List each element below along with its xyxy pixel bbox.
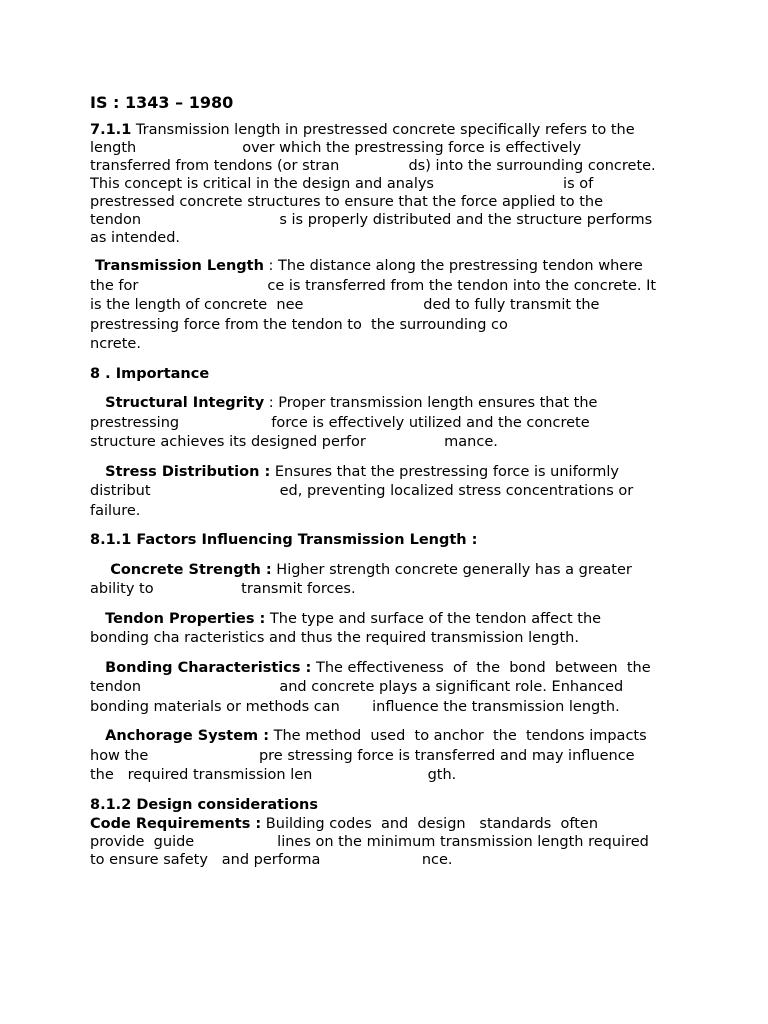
anchorage-system-term: Anchorage System : <box>90 728 270 744</box>
stress-distribution-paragraph: Stress Distribution : Ensures that the prestressing force is uniformly distribut ed, preventing localized stress concentrations or failure. <box>90 463 634 519</box>
intro-line-1: 7.1.1 Transmission length in prestressed concrete specifically refers to the <box>90 122 635 138</box>
intro-line-4: This concept is critical in the design and analys is of <box>90 176 594 192</box>
intro-line-2: length over which the prestressing force is effectively <box>90 140 582 156</box>
tl-line-3: is the length of concrete nee ded to fully transmit the <box>90 297 600 313</box>
tendon-properties-term: Tendon Properties : <box>90 610 266 627</box>
design-heading: 8.1.2 Design considerations <box>90 796 318 813</box>
code-requirements-paragraph: Code Requirements : Building codes and design standards often provide guide lines on the minimum transmission length required to ensure safety and performa nce. <box>90 816 649 868</box>
document-page <box>90 93 690 879</box>
tl-line-2: the for ce is transferred from the tendon into the concrete. It <box>90 277 657 294</box>
intro-paragraph <box>90 121 690 247</box>
bonding-characteristics-term: Bonding Characteristics : <box>90 659 312 676</box>
tendon-properties-paragraph: Tendon Properties : The type and surface of the tendon affect the bonding cha racteristics and thus the required transmission length. <box>90 610 602 646</box>
bonding-characteristics-paragraph: Bonding Characteristics : The effectiveness of the bond between the tendon and concrete plays a significant role. Enhanced bonding materials or methods can influence the transmission length. <box>90 659 651 715</box>
structural-integrity-paragraph: Structural Integrity : Proper transmission length ensures that the prestressing force is effectively utilized and the concrete structure achieves its designed perfor mance. <box>90 395 598 450</box>
concrete-strength-term: Concrete Strength : <box>90 561 272 578</box>
transmission-length-paragraph <box>90 257 690 355</box>
factors-heading: 8.1.1 Factors Influencing Transmission Length : <box>90 532 478 548</box>
intro-line-7: as intended. <box>90 230 181 246</box>
section-number: 7.1.1 <box>90 122 132 138</box>
transmission-length-term: Transmission Length <box>90 258 264 274</box>
tl-line-4: prestressing force from the tendon to the surrounding co <box>90 316 508 333</box>
code-requirements-term: Code Requirements : <box>90 816 262 832</box>
intro-line-5: prestressed concrete structures to ensure that the force applied to the <box>90 194 603 210</box>
structural-integrity-term: Structural Integrity <box>90 395 265 411</box>
tl-line-5: ncrete. <box>90 336 141 352</box>
tl-line-1: Transmission Length : The distance along the prestressing tendon where <box>90 258 643 274</box>
intro-line-3: transferred from tendons (or stran ds) into the surrounding concrete. <box>90 158 656 174</box>
concrete-strength-paragraph: Concrete Strength : Higher strength concrete generally has a greater ability to transmit forces. <box>90 561 632 597</box>
importance-heading: 8 . Importance <box>90 365 210 382</box>
stress-distribution-term: Stress Distribution : <box>90 463 271 480</box>
intro-line-6: tendon s is properly distributed and the structure performs <box>90 212 653 228</box>
document-title: IS : 1343 – 1980 <box>90 93 234 112</box>
anchorage-system-paragraph: Anchorage System : The method used to anchor the tendons impacts how the pre stressing force is transferred and may influence the required transmission len gth. <box>90 728 647 783</box>
